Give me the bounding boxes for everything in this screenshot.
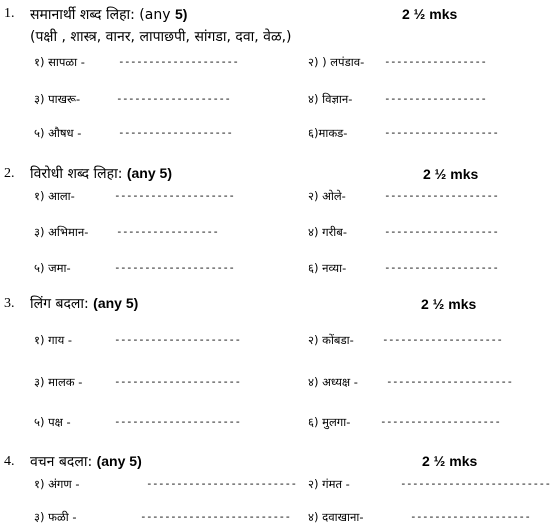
s2-item-2-blank: ------------------- [384, 189, 499, 202]
s2-item-6-blank: ------------------- [384, 261, 499, 274]
s3-item-3-label: ३) मालक - [34, 375, 83, 389]
s2-item-5-blank: -------------------- [114, 261, 235, 274]
s4-item-2-blank: ------------------------- [400, 477, 551, 490]
s4-item-1-label: १) अंगण - [34, 477, 80, 491]
section-4-title [30, 452, 142, 471]
section-4-marks: 2 ½ mks [422, 453, 478, 469]
s1-item-3-label: ३) पाखरू- [34, 92, 81, 106]
s1-item-6-label: ६)माकड- [308, 126, 348, 140]
s1-item-6-blank: ------------------- [384, 126, 499, 139]
section-3-number: 3. [4, 296, 15, 311]
s4-item-4-blank: -------------------- [410, 510, 531, 523]
s3-item-4-label: ४) अध्यक्ष - [308, 375, 358, 389]
s4-item-3-blank: ------------------------- [140, 510, 291, 523]
section-3-title [30, 294, 138, 313]
section-2-marks: 2 ½ mks [423, 166, 479, 182]
section-1-title-count: 5) [174, 6, 188, 22]
s4-item-1-blank: ------------------------- [146, 477, 297, 490]
section-1-word-list: (पक्षी , शास्त्र, वानर, लापाछपी, सांगडा, दवा, वेळ,) [30, 29, 292, 45]
s1-item-1-blank: -------------------- [118, 55, 239, 68]
s3-item-5-blank: --------------------- [114, 415, 241, 428]
section-2-number: 2. [4, 166, 15, 181]
s1-item-1-label: १) सापळा - [34, 55, 85, 69]
s3-item-5-label: ५) पक्ष - [34, 415, 71, 429]
s1-item-4-blank: ----------------- [384, 92, 487, 105]
section-2-title-text: विरोधी शब्द लिहा: [30, 166, 127, 182]
s3-item-2-label: २) कोंबडा- [308, 333, 354, 347]
s3-item-6-blank: -------------------- [380, 415, 501, 428]
section-4-title-any: (any 5) [96, 453, 142, 469]
s4-item-3-label: ३) फळी - [34, 510, 77, 524]
section-1-title [30, 5, 187, 24]
s1-item-2-blank: ----------------- [384, 55, 487, 68]
s1-item-4-label: ४) विज्ञान- [308, 92, 353, 106]
s2-item-4-blank: ------------------- [384, 225, 499, 238]
s4-item-4-label: ४) दवाखाना- [308, 510, 364, 524]
section-4-title-text: वचन बदला: [30, 454, 97, 470]
section-2-title [30, 164, 172, 183]
s3-item-4-blank: --------------------- [386, 375, 513, 388]
s1-item-2-label: २) ) लपंडाव- [308, 55, 365, 69]
s2-item-4-label: ४) गरीब- [308, 225, 347, 239]
section-4-number: 4. [4, 454, 15, 469]
section-1-marks: 2 ½ mks [402, 6, 458, 22]
section-2-title-any: (any 5) [126, 165, 172, 181]
s3-item-1-label: १) गाय - [34, 333, 73, 347]
section-3-title-any: (any 5) [93, 295, 139, 311]
s2-item-3-blank: ----------------- [116, 225, 219, 238]
section-1-title-text: समानार्थी शब्द लिहा: [30, 7, 140, 23]
s1-item-5-blank: ------------------- [118, 126, 233, 139]
section-1-number: 1. [4, 6, 15, 21]
s3-item-3-blank: --------------------- [114, 375, 241, 388]
section-3-marks: 2 ½ mks [421, 296, 477, 312]
s2-item-3-label: ३) अभिमान- [34, 225, 89, 239]
s2-item-6-label: ६) नव्या- [308, 261, 347, 275]
s3-item-6-label: ६) मुलगा- [308, 415, 351, 429]
s4-item-2-label: २) गंमत - [308, 477, 350, 491]
s1-item-5-label: ५) औषध - [34, 126, 82, 140]
s3-item-2-blank: -------------------- [382, 333, 503, 346]
s2-item-2-label: २) ओले- [308, 189, 346, 203]
s2-item-1-label: १) आला- [34, 189, 75, 203]
section-1-title-any: (any [139, 7, 175, 23]
s3-item-1-blank: --------------------- [114, 333, 241, 346]
section-3-title-text: लिंग बदला: [30, 296, 94, 312]
s1-item-3-blank: ------------------- [116, 92, 231, 105]
s2-item-5-label: ५) जमा- [34, 261, 71, 275]
s2-item-1-blank: -------------------- [114, 189, 235, 202]
